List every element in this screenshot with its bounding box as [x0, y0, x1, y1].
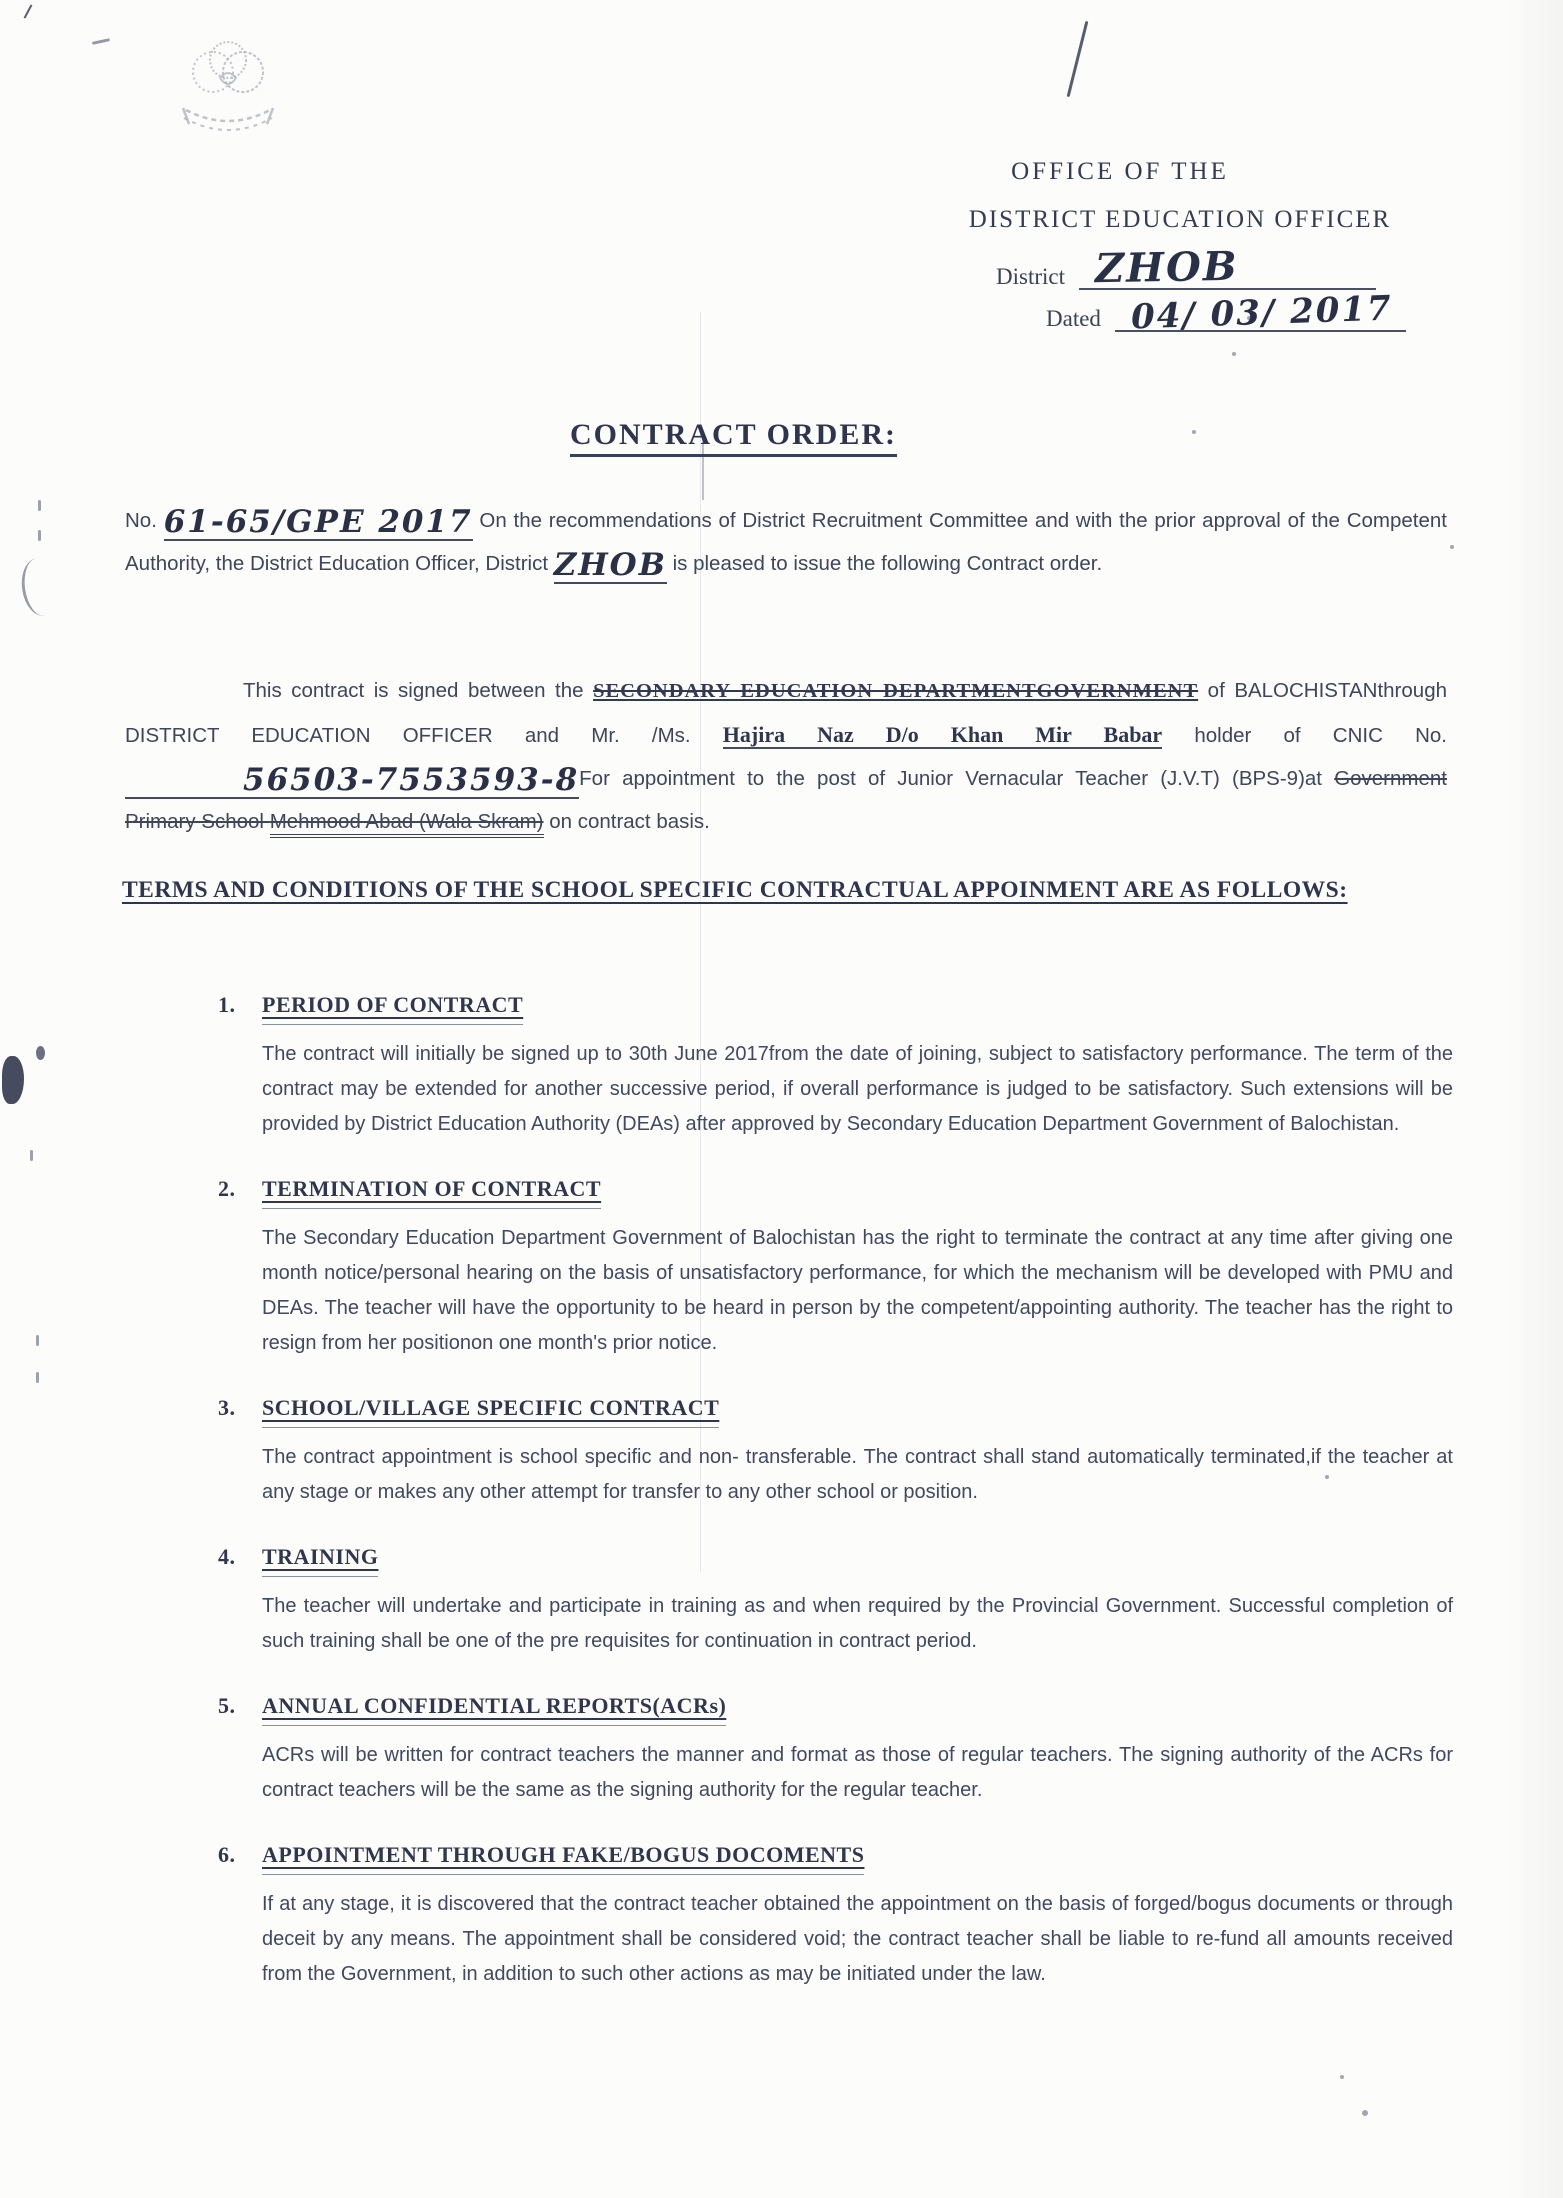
term-item-5 — [218, 1689, 1453, 1808]
intro-text: On the recommendations of District Recruitment Committee and with the prior approval of the Competent Authority, the District Education Officer, District — [125, 508, 1448, 575]
teacher-name: Hajira Naz D/o Khan Mir Babar — [722, 721, 1163, 747]
scan-artifact-tick — [38, 500, 41, 511]
term-1-body: The contract will initially be signed up to 30th June 2017from the date of joining, subject to satisfactory performance. The term of the contract may be extended for another successive period, if overall performance is judged to be satisfactory. Such extensions will be provided by District Education Authority (DEAs) after approved by Secondary Education Department Government of Balochistan. — [262, 1043, 1453, 1135]
office-line-2: DISTRICT EDUCATION OFFICER — [968, 206, 1392, 233]
scan-artifact-speckle — [1362, 2110, 1368, 2116]
term-4-body: The teacher will undertake and participate in training as and when required by the Provincial Government. Successful completion of such training shall be one of the pre requisites for continuation in contract period. — [262, 1595, 1453, 1652]
office-line-1: OFFICE OF THE — [1011, 158, 1229, 185]
cnic-handwritten: 56503-7553593-8 — [125, 765, 579, 799]
term-2-number: 2. — [218, 1176, 236, 1201]
department-struck-text: SECONDARY EDUCATION DEPARTMENTGOVERNMENT — [593, 679, 1199, 702]
scan-artifact-tick — [36, 1372, 39, 1383]
document-title: CONTRACT ORDER: — [0, 418, 1563, 457]
agreement-of: of — [1198, 678, 1235, 702]
terms-and-conditions-heading: TERMS AND CONDITIONS OF THE SCHOOL SPECIFIC CONTRACTUAL APPOINMENT ARE AS FOLLOWS: — [122, 877, 1348, 903]
intro-paragraph — [125, 499, 1447, 585]
scan-artifact-speckle — [1450, 545, 1454, 549]
term-2-body: The Secondary Education Department Government of Balochistan has the right to terminate the contract at any time after giving one month notice/personal hearing on the basis of unsatisfactory performance, for which the mechanism will be developed with PMU and DEAs. The teacher will have the opportunity to be heard in person by the competent/appointing authority. The teacher has the right to resign from her positionon one month's prior notice. — [262, 1227, 1453, 1354]
term-3-heading: SCHOOL/VILLAGE SPECIFIC CONTRACT — [262, 1391, 719, 1428]
scan-artifact-tilde-mark — [92, 38, 110, 45]
scan-artifact-tick — [38, 530, 41, 541]
term-item-6 — [218, 1838, 1453, 1992]
order-no-label: No. — [125, 508, 157, 532]
district-handwritten-value: ZHOB — [1094, 242, 1240, 293]
scan-artifact-ink-blob-small — [36, 1046, 45, 1060]
holder-text: holder of CNIC No. — [1162, 723, 1447, 747]
scan-artifact-corner-pen-stroke — [1067, 21, 1089, 97]
scan-artifact-ink-blob — [2, 1056, 24, 1104]
term-1-heading: PERIOD OF CONTRACT — [262, 988, 523, 1025]
agreement-paragraph — [125, 669, 1447, 843]
term-item-1 — [218, 988, 1453, 1142]
dated-label: Dated — [1046, 306, 1101, 331]
scan-artifact-tick — [30, 1150, 33, 1161]
term-5-body: ACRs will be written for contract teachers the manner and format as those of regular teachers. The signing authority of the ACRs for contract teachers will be the same as the signing authority for the regular teacher. — [262, 1744, 1453, 1801]
agreement-tail: on contract basis. — [543, 809, 710, 833]
term-6-heading: APPOINTMENT THROUGH FAKE/BOGUS DOCOMENTS — [262, 1838, 864, 1875]
district-label: District — [996, 264, 1065, 289]
term-2-heading: TERMINATION OF CONTRACT — [262, 1172, 601, 1209]
order-no-handwritten: 61-65/GPE 2017 — [163, 503, 473, 540]
term-6-number: 6. — [218, 1842, 236, 1867]
term-item-3 — [218, 1391, 1453, 1510]
scan-artifact-paren-mark — [18, 556, 63, 619]
term-6-body: If at any stage, it is discovered that the contract teacher obtained the appointment on the basis of forged/bogus documents or through deceit by any means. The appointment shall be considered void; the contract teacher shall be liable to re-fund all amounts received from the Government, in addition to such other actions as may be initiated under the law. — [262, 1893, 1453, 1985]
letterhead — [930, 158, 1430, 338]
agreement-lead: This contract is signed between the — [243, 678, 594, 702]
district-row — [930, 242, 1376, 293]
appointment-text: For appointment to the post of Junior Vernacular Teacher (J.V.T) (BPS-9)at — [579, 766, 1335, 790]
government-emblem-logo — [158, 38, 298, 150]
dated-field — [1115, 288, 1406, 338]
term-3-number: 3. — [218, 1395, 236, 1420]
term-item-4 — [218, 1540, 1453, 1659]
intro-district-handwritten: ZHOB — [553, 546, 667, 583]
scan-artifact-speckle — [1232, 352, 1236, 356]
term-item-2 — [218, 1172, 1453, 1361]
term-4-number: 4. — [218, 1544, 236, 1569]
intro-tail: is pleased to issue the following Contract order. — [672, 551, 1103, 575]
terms-list — [218, 988, 1453, 2022]
term-5-heading: ANNUAL CONFIDENTIAL REPORTS(ACRs) — [262, 1689, 726, 1726]
district-field — [1079, 242, 1376, 293]
term-4-heading: TRAINING — [262, 1540, 378, 1577]
school-struck-text: Government Primary School — [125, 766, 1447, 833]
term-3-body: The contract appointment is school specific and non- transferable. The contract shall stand automatically terminated,if the teacher at any stage or makes any other attempt for transfer to any other school or position. — [262, 1446, 1453, 1503]
scan-artifact-speckle — [1340, 2075, 1344, 2079]
term-5-number: 5. — [218, 1693, 236, 1718]
scan-artifact-tick — [36, 1335, 39, 1346]
scan-artifact-top-left-slash — [24, 4, 33, 18]
dated-row — [930, 288, 1406, 338]
school-name-struck-text: Mehmood Abad (Wala Skram) — [270, 810, 544, 838]
term-1-number: 1. — [218, 992, 236, 1017]
agreement-line2: BALOCHISTANthrough DISTRICT EDUCATION OFFICER and Mr. /Ms. — [125, 678, 1447, 747]
dated-handwritten-value: 04/ 03/ 2017 — [1130, 288, 1394, 338]
